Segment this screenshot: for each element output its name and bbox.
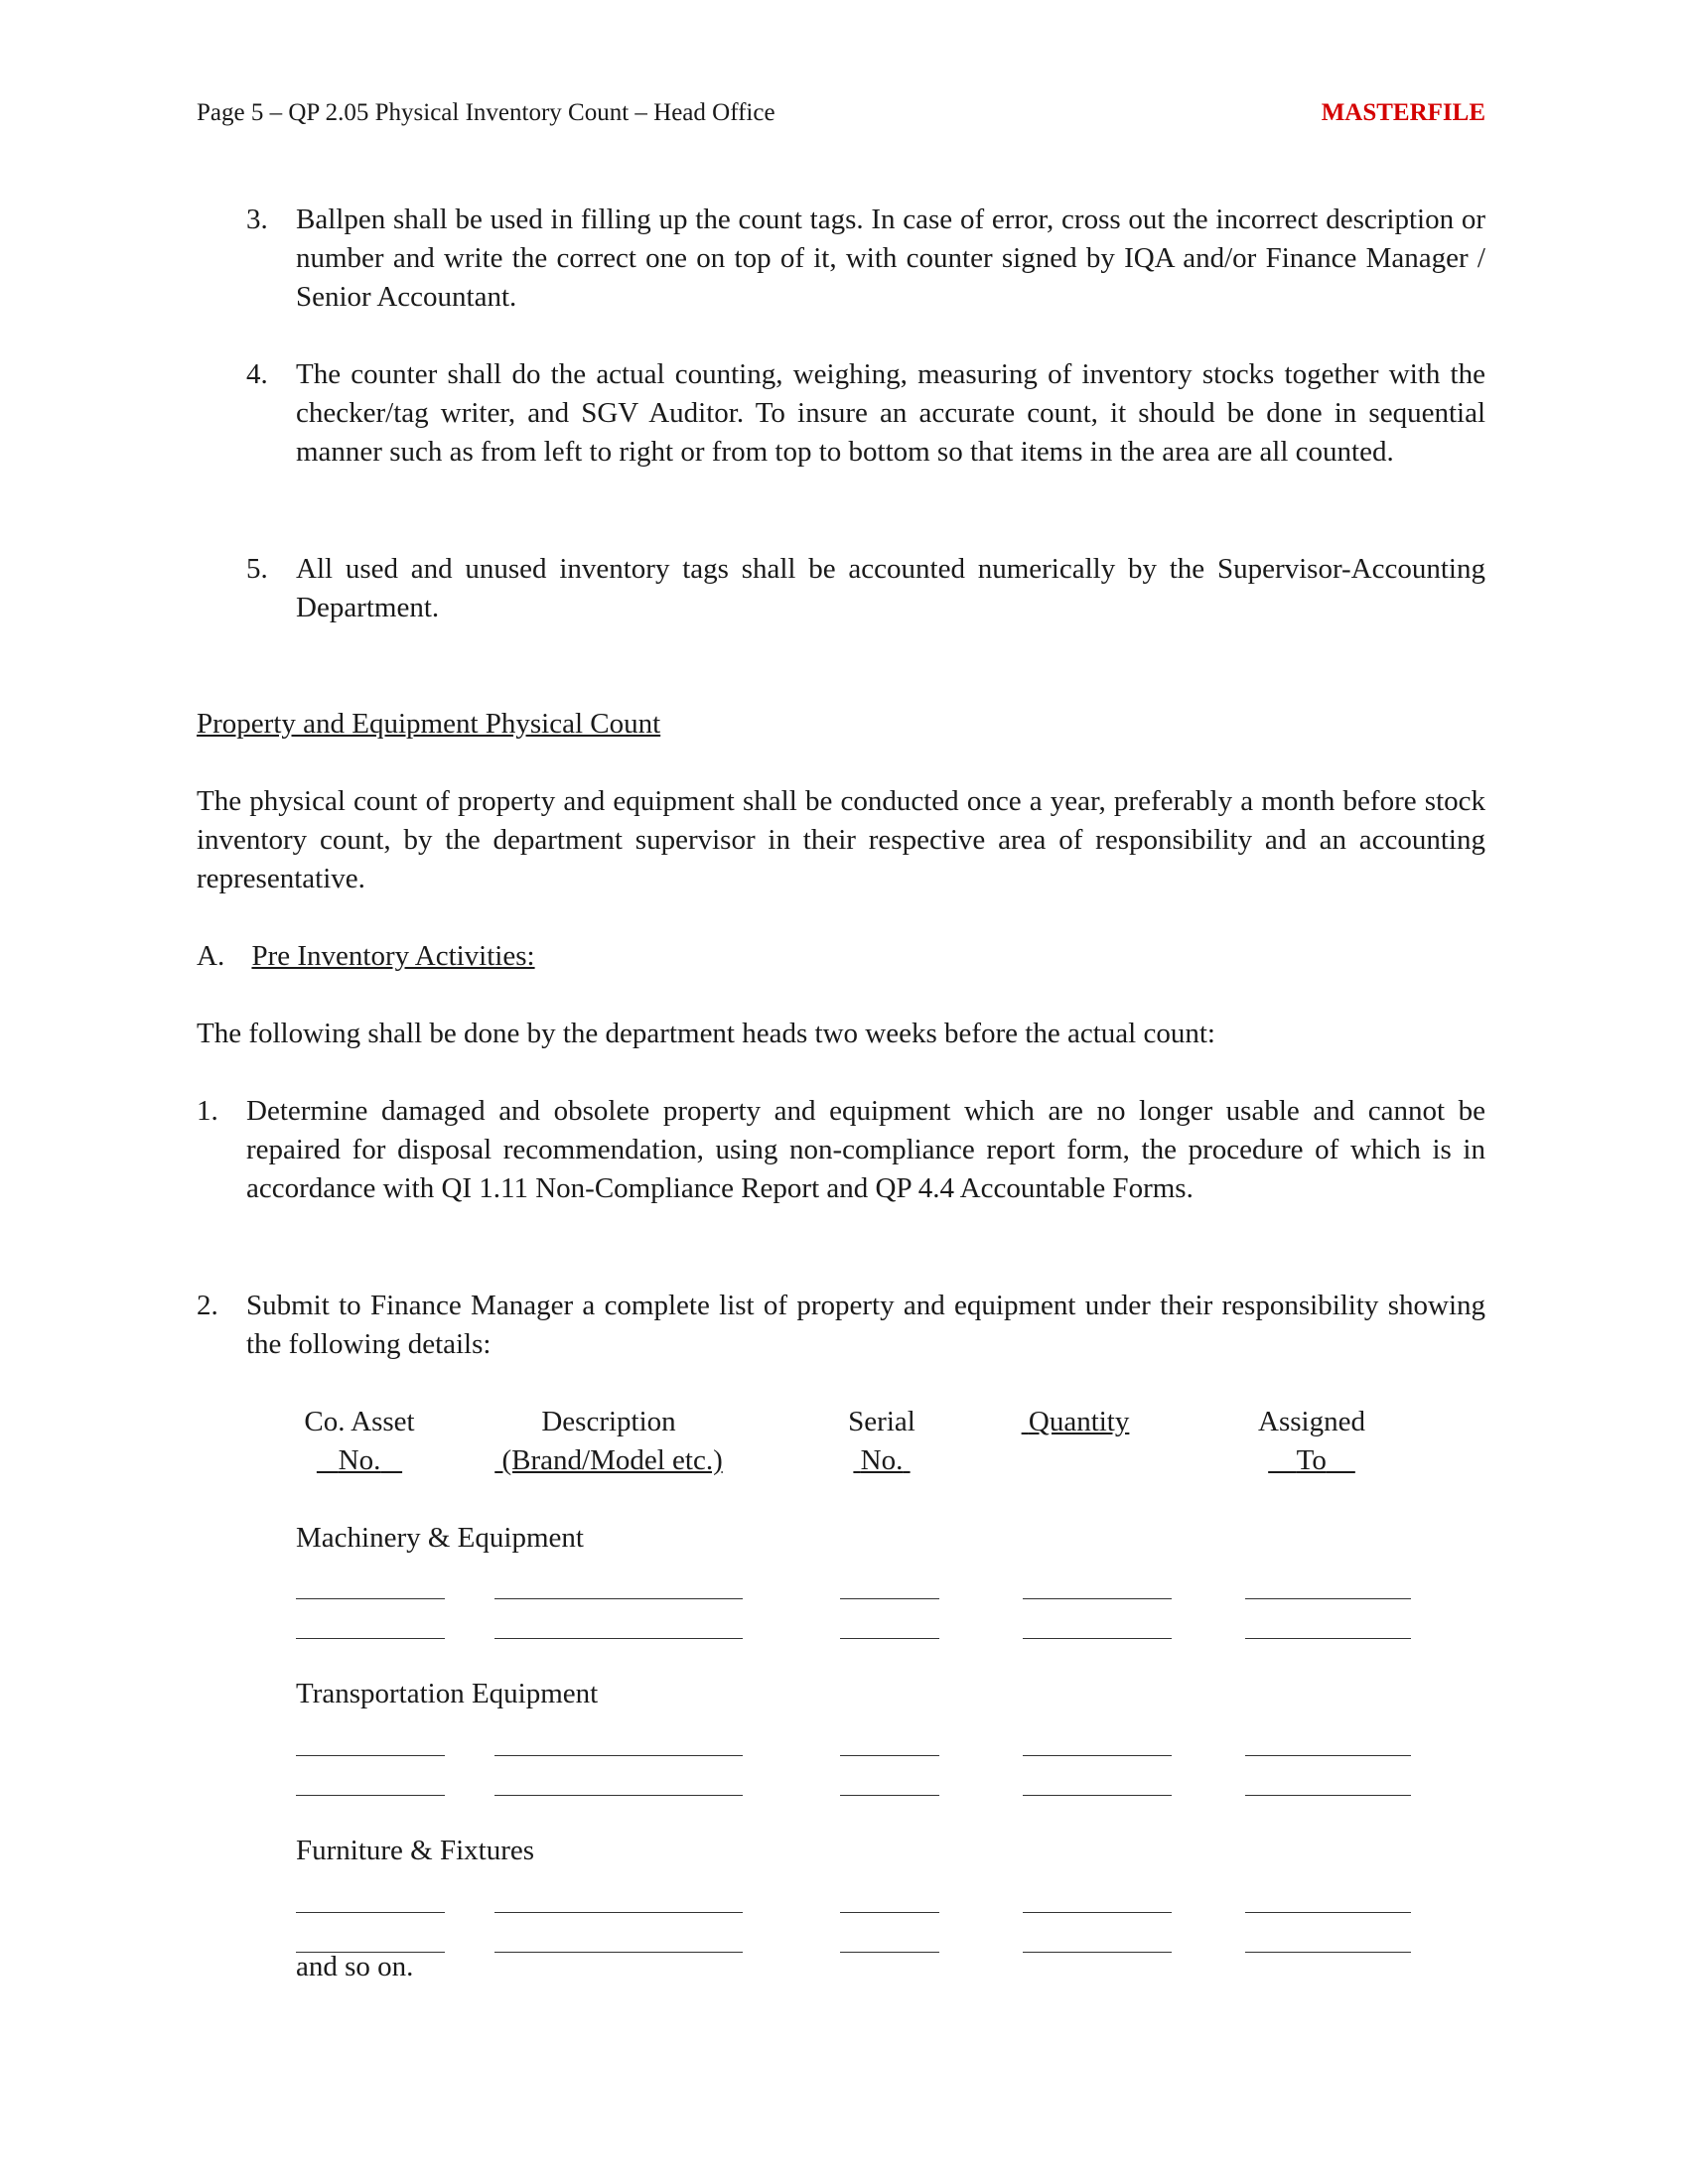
- blank-line: [840, 1598, 939, 1599]
- category-label: Transportation Equipment: [296, 1678, 599, 1709]
- blank-line: [840, 1638, 939, 1639]
- blank-line: [1023, 1912, 1172, 1913]
- blank-line: [296, 1912, 445, 1913]
- column-header-line1: Serial: [848, 1406, 915, 1437]
- subsection-lead: The following shall be done by the department heads two weeks before the actual count:: [197, 1018, 1215, 1049]
- blank-line: [494, 1795, 743, 1796]
- list-item-text: All used and unused inventory tags shall be accounted numerically by the Supervisor-Accounting Department.: [296, 553, 1485, 623]
- section-intro: The physical count of property and equipment shall be conducted once a year, preferably a month before stock inventory count, by the department supervisor in their respective area of responsibility and an accounting representative.: [197, 785, 1485, 894]
- header-masterfile-label: MASTERFILE: [1321, 99, 1485, 126]
- list-item: [246, 355, 1485, 510]
- section-title: Property and Equipment Physical Count: [197, 708, 661, 740]
- list-item-text: The counter shall do the actual counting, weighing, measuring of inventory stocks together with the checker/tag writer, and SGV Auditor. To insure an accurate count, it should be done in sequential manner such as from left to right or from top to bottom so that items in the area are all counted.: [296, 358, 1485, 468]
- column-header-line2: To: [1296, 1444, 1327, 1476]
- blank-line: [840, 1912, 939, 1913]
- list-item-number: 5.: [246, 553, 268, 585]
- blank-line: [840, 1755, 939, 1756]
- category-label: Furniture & Fixtures: [296, 1835, 535, 1866]
- column-header-description: [475, 1403, 743, 1480]
- list-item-number: 1.: [197, 1095, 218, 1127]
- list-item-number: 3.: [246, 204, 268, 235]
- column-header-assigned-to: [1237, 1403, 1386, 1480]
- blank-line: [296, 1598, 445, 1599]
- blank-line: [296, 1638, 445, 1639]
- column-header-line1: Description: [541, 1406, 676, 1437]
- blank-line: [1023, 1638, 1172, 1639]
- column-header-quantity: [1001, 1403, 1150, 1441]
- blank-line: [296, 1795, 445, 1796]
- category-label: Machinery & Equipment: [296, 1522, 584, 1554]
- blank-line: [1245, 1912, 1411, 1913]
- list-item-number: 2.: [197, 1290, 218, 1321]
- list-item: [246, 550, 1485, 627]
- column-header-line2: Quantity: [1028, 1406, 1130, 1437]
- blank-line: [1023, 1598, 1172, 1599]
- column-header-line1: Assigned: [1258, 1406, 1365, 1437]
- list-item-number: 4.: [246, 358, 268, 390]
- header-page-reference: Page 5 – QP 2.05 Physical Inventory Count – Head Office: [197, 99, 775, 126]
- column-header-line2: No.: [338, 1444, 381, 1476]
- blank-line: [1245, 1755, 1411, 1756]
- list-item-text: Submit to Finance Manager a complete list of property and equipment under their responsibility showing the following details:: [246, 1290, 1485, 1360]
- blank-line: [1245, 1638, 1411, 1639]
- column-header-line1: Co. Asset: [304, 1406, 415, 1437]
- blank-line: [1245, 1952, 1411, 1953]
- list-item: [197, 1287, 1485, 1364]
- blank-line: [494, 1755, 743, 1756]
- list-item-text: Ballpen shall be used in filling up the count tags. In case of error, cross out the incorrect description or number and write the correct one on top of it, with counter signed by IQA and/or Finance Manager / Senior Accountant.: [296, 204, 1485, 313]
- blank-line: [840, 1795, 939, 1796]
- blank-line: [494, 1598, 743, 1599]
- blank-line: [1245, 1598, 1411, 1599]
- list-item: [246, 201, 1485, 317]
- subsection-title: Pre Inventory Activities:: [251, 940, 535, 972]
- blank-line: [1023, 1755, 1172, 1756]
- blank-line: [494, 1912, 743, 1913]
- column-header-line2: No.: [860, 1444, 904, 1476]
- blank-line: [494, 1952, 743, 1953]
- blank-line: [1023, 1952, 1172, 1953]
- blank-line: [494, 1638, 743, 1639]
- page-header: [197, 99, 1485, 139]
- list-item: [197, 1092, 1485, 1247]
- blank-line: [1245, 1795, 1411, 1796]
- column-header-serial-no: [832, 1403, 931, 1480]
- blank-line: [296, 1755, 445, 1756]
- blank-line: [1023, 1795, 1172, 1796]
- list-item-text: Determine damaged and obsolete property and equipment which are no longer usable and cannot be repaired for disposal recommendation, using non-compliance report form, the procedure of which is in accordance with QI 1.11 Non-Compliance Report and QP 4.4 Accountable Forms.: [246, 1095, 1485, 1204]
- blank-line: [840, 1952, 939, 1953]
- column-header-asset-no: [296, 1403, 423, 1480]
- closing-text: and so on.: [296, 1951, 414, 1982]
- subsection-letter: A.: [197, 940, 225, 972]
- column-header-line2: (Brand/Model etc.): [501, 1444, 723, 1476]
- subsection-heading: [197, 937, 535, 976]
